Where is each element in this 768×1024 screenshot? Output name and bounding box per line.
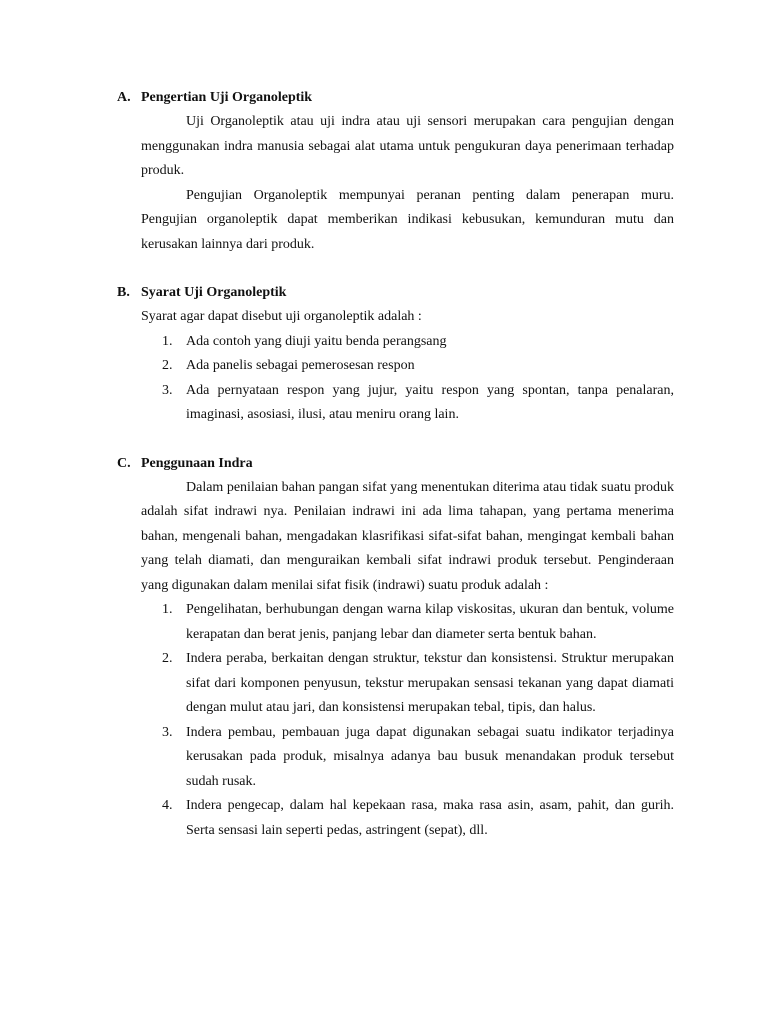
list-item	[141, 598, 674, 647]
section-c-letter: C.	[117, 455, 131, 471]
list-item	[141, 354, 674, 379]
section-a-heading	[117, 86, 674, 110]
section-c-heading	[117, 452, 674, 476]
section-c-title: Penggunaan Indra	[141, 455, 253, 471]
list-item-number: 1.	[162, 602, 173, 617]
section-b-body	[141, 305, 674, 428]
section-b-letter: B.	[117, 285, 130, 300]
list-item	[141, 647, 674, 721]
section-b	[117, 281, 674, 428]
section-b-intro: Syarat agar dapat disebut uji organoleptik adalah :	[141, 309, 422, 324]
list-item-number: 2.	[162, 358, 173, 373]
section-c-paragraph-1: Dalam penilaian bahan pangan sifat yang menentukan diterima atau tidak suatu produk adalah sifat indrawi nya. Penilaian indrawi ini ada lima tahapan, yang pertama menerima bahan, mengenali bahan, mengadakan klasrifikasi sifat-sifat bahan, mengingat kembali bahan yang telah diamati, dan menguraikan kembali sifat indrawi produk tersebut. Penginderaan yang digunakan dalam menilai sifat fisik (indrawi) suatu produk adalah :	[141, 479, 674, 593]
section-c	[117, 452, 674, 844]
list-item-text: Ada pernyataan respon yang jujur, yaitu respon yang spontan, tanpa penalaran, imaginasi, asosiasi, ilusi, atau meniru orang lain.	[186, 382, 674, 422]
section-b-list	[141, 330, 674, 428]
list-item-number: 3.	[162, 724, 173, 740]
list-item-number: 4.	[162, 798, 173, 813]
document-content	[117, 86, 674, 843]
list-item	[141, 794, 674, 843]
list-item-text: Indera pengecap, dalam hal kepekaan rasa, maka rasa asin, asam, pahit, dan gurih. Serta sensasi lain seperti pedas, astringent (sepat), dll.	[186, 798, 674, 838]
list-item	[141, 379, 674, 428]
section-b-title: Syarat Uji Organoleptik	[141, 285, 287, 300]
list-item-number: 2.	[162, 651, 173, 666]
section-a-paragraph-1: Uji Organoleptik atau uji indra atau uji sensori merupakan cara pengujian dengan menggunakan indra manusia sebagai alat utama untuk pengukuran daya penerimaan terhadap produk.	[141, 114, 674, 178]
list-item-number: 3.	[162, 382, 173, 398]
list-item	[141, 330, 674, 355]
section-a-title: Pengertian Uji Organoleptik	[141, 90, 313, 105]
list-item-text: Ada contoh yang diuji yaitu benda perangsang	[186, 333, 447, 349]
section-a-letter: A.	[117, 90, 131, 105]
list-item-number: 1.	[162, 333, 173, 349]
section-c-body	[141, 476, 674, 844]
section-a	[117, 86, 674, 257]
list-item-text: Indera pembau, pembauan juga dapat digunakan sebagai suatu indikator terjadinya kerusakan pada produk, misalnya adanya bau busuk menandakan produk tersebut sudah rusak.	[186, 724, 674, 789]
list-item-text: Ada panelis sebagai pemerosesan respon	[186, 358, 415, 373]
list-item	[141, 721, 674, 795]
list-item-text: Pengelihatan, berhubungan dengan warna kilap viskositas, ukuran dan bentuk, volume kerapatan dan berat jenis, panjang lebar dan diameter serta bentuk bahan.	[186, 602, 674, 642]
section-b-heading	[117, 281, 674, 305]
section-c-list	[141, 598, 674, 843]
section-a-paragraph-2: Pengujian Organoleptik mempunyai peranan penting dalam penerapan muru. Pengujian organoleptik dapat memberikan indikasi kebusukan, kemunduran mutu dan kerusakan lainnya dari produk.	[141, 187, 674, 252]
list-item-text: Indera peraba, berkaitan dengan struktur, tekstur dan konsistensi. Struktur merupakan sifat dari komponen penyusun, tekstur merupakan sensasi tekanan yang dapat diamati dengan mulut atau jari, dan konsistensi merupakan tebal, tipis, dan halus.	[186, 651, 674, 715]
section-a-body	[141, 110, 674, 257]
